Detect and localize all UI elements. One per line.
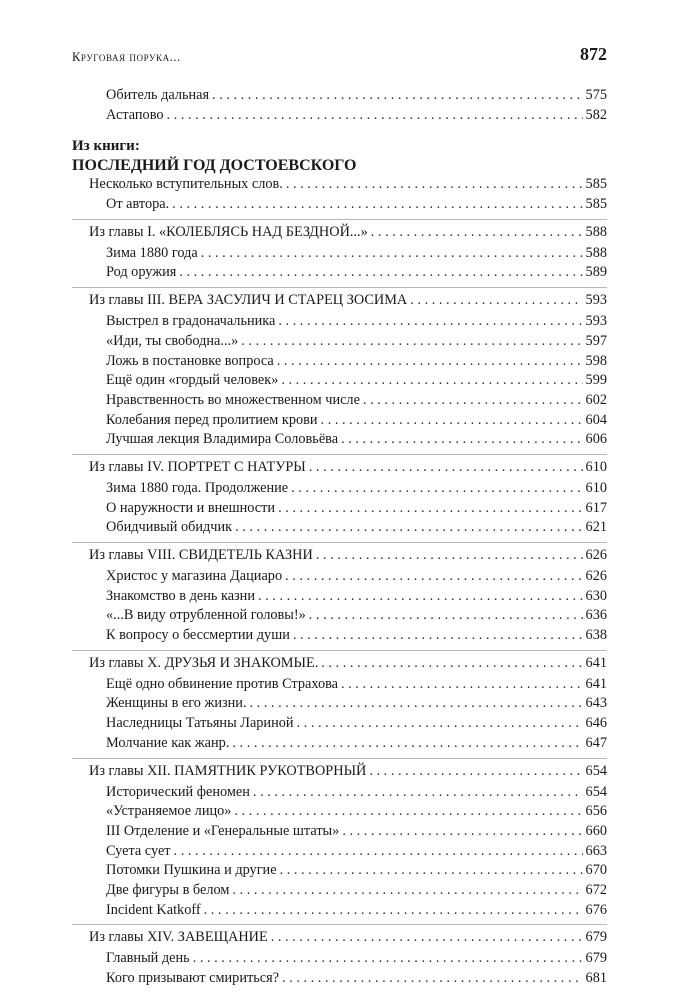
toc-entry-title: Зима 1880 года. Продолжение (106, 479, 289, 496)
toc-entry[interactable] (72, 371, 607, 391)
toc-entry-title: О наружности и внешности (106, 499, 276, 516)
toc-entry-title: Две фигуры в белом (106, 881, 230, 898)
toc-chapter-page: 626 (585, 547, 607, 563)
toc-entry-title: Ещё одно обвинение против Страхова (106, 675, 338, 692)
toc-entry-title: Обидчивый обидчик (106, 519, 233, 536)
toc-entry[interactable] (72, 430, 607, 450)
toc-entry-title: Суета сует (106, 842, 171, 859)
toc-entry-title: Зима 1880 года (106, 244, 198, 261)
toc-chapter-title: Из главы X. ДРУЗЬЯ И ЗНАКОМЫЕ. (89, 654, 319, 671)
dot-leader (253, 783, 583, 803)
toc-entry-page: 602 (585, 391, 607, 408)
dot-leader (341, 430, 582, 450)
dot-leader (174, 842, 583, 862)
toc-entry-title: Кого призывают смириться? (106, 970, 280, 986)
toc-entry-title: Женщины в его жизни. (106, 695, 247, 712)
toc-entry-title: Астапово (106, 106, 164, 123)
toc-chapter-title: Из главы XII. ПАМЯТНИК РУКОТВОРНЫЙ (89, 762, 367, 779)
dot-leader (193, 949, 583, 969)
dot-leader (281, 371, 582, 391)
toc-entry-page: 610 (585, 479, 607, 496)
toc-entry-title: Наследницы Татьяны Лариной (106, 715, 294, 732)
dot-leader (250, 694, 583, 714)
toc-entry-page: 681 (585, 970, 607, 986)
toc-entry-page: 636 (585, 607, 607, 624)
toc-entry-page: 660 (585, 822, 607, 839)
toc-entry-page: 646 (585, 715, 607, 732)
toc-chapter-page: 654 (585, 762, 607, 779)
toc-entry[interactable] (72, 391, 607, 411)
toc-entry-title: Нравственность во множественном числе (106, 391, 360, 408)
dot-leader (167, 106, 583, 126)
toc-entry[interactable] (72, 949, 607, 969)
toc-entry-page: 588 (585, 244, 607, 261)
toc-entry-page: 626 (585, 568, 607, 584)
toc-entry-title: Род оружия (106, 264, 177, 281)
toc-entry-title: Лучшая лекция Владимира Соловьёва (106, 431, 339, 448)
dot-leader (172, 195, 582, 215)
toc-entry[interactable] (72, 175, 607, 195)
toc-entry-title: Ложь в постановке вопроса (106, 352, 274, 369)
toc-entry-page: 599 (585, 372, 607, 389)
toc-entry-title: Знакомство в день казни (106, 587, 255, 604)
toc-chapter-title: Из главы XIV. ЗАВЕЩАНИЕ (89, 929, 268, 946)
dot-leader (321, 651, 582, 675)
toc-chapter-entry[interactable] (72, 758, 607, 783)
dot-leader (321, 411, 583, 431)
toc-chapter-title: Из главы III. ВЕРА ЗАСУЛИЧ И СТАРЕЦ ЗОСИМА (89, 292, 408, 309)
toc-chapter-entry[interactable] (72, 219, 607, 244)
toc-entry[interactable] (72, 352, 607, 372)
toc-entry-page: 621 (585, 519, 607, 536)
toc-entry[interactable] (72, 499, 607, 519)
dot-leader (363, 391, 583, 411)
dot-leader (280, 861, 583, 881)
toc-entry-page: 585 (585, 176, 607, 193)
chapter-sections (72, 219, 607, 989)
toc-entry-title: Исторический феномен (106, 783, 250, 800)
dot-leader (293, 626, 583, 646)
toc-entry-title: Главный день (106, 950, 190, 967)
toc-entry-page: 606 (585, 431, 607, 448)
toc-entry[interactable] (72, 106, 607, 126)
dot-leader (204, 901, 583, 921)
dot-leader (241, 332, 582, 352)
toc-chapter-entry[interactable] (72, 454, 607, 479)
toc-entry[interactable] (72, 244, 607, 264)
toc-entry-title: «...В виду отрубленной головы!» (106, 607, 306, 624)
toc-entry-page: 647 (585, 734, 607, 751)
toc-entry-page: 676 (585, 901, 607, 918)
dot-leader (258, 587, 583, 607)
toc-entry-page: 656 (585, 803, 607, 820)
toc-chapter-page: 588 (585, 223, 607, 240)
toc-entry[interactable] (72, 263, 607, 283)
dot-leader (286, 175, 583, 195)
toc-entry[interactable] (72, 901, 607, 921)
page-number: 872 (580, 44, 607, 64)
toc-entry-title: Несколько вступительных слов. (89, 176, 283, 193)
dot-leader (235, 518, 582, 538)
toc-chapter-entry[interactable] (72, 542, 607, 567)
toc-entry-title: Ещё один «гордый человек» (106, 372, 279, 389)
book-label: Из книги: (72, 138, 140, 155)
toc-entry-title: «Иди, ты свободна...» (106, 332, 239, 349)
toc-entry-page: 641 (585, 675, 607, 692)
toc-entry[interactable] (72, 86, 607, 106)
toc-chapter-page: 593 (585, 292, 607, 309)
toc-entry[interactable] (72, 332, 607, 352)
toc-chapter-page: 610 (585, 458, 607, 475)
toc-chapter-entry[interactable] (72, 924, 607, 949)
toc-entry-title: Выстрел в градоначальника (106, 313, 276, 330)
dot-leader (342, 822, 582, 842)
toc-chapter-title: Из главы I. «КОЛЕБЛЯСЬ НАД БЕЗДНОЙ...» (89, 223, 368, 240)
toc-entry-page: 672 (585, 881, 607, 898)
toc-entry[interactable] (72, 822, 607, 842)
toc-entry-page: 589 (585, 264, 607, 281)
toc-entry[interactable] (72, 881, 607, 901)
dot-leader (297, 714, 583, 734)
toc-chapter-title: Из главы VIII. СВИДЕТЕЛЬ КАЗНИ (89, 547, 313, 563)
toc-entry[interactable] (72, 783, 607, 803)
toc-entry[interactable] (72, 195, 607, 215)
toc-entry[interactable] (72, 479, 607, 499)
toc-chapter-page: 679 (585, 929, 607, 946)
toc-entry-title: Христос у магазина Дациаро (106, 568, 283, 584)
toc-entry[interactable] (72, 312, 607, 332)
running-title: Круговая порука... (72, 50, 181, 64)
toc-entry-page: 575 (585, 87, 607, 103)
toc-entry-title: Обитель дальная (106, 87, 210, 103)
dot-leader (277, 352, 583, 372)
toc-entry-page: 643 (585, 695, 607, 712)
toc-entry-title: Incident Katkoff (106, 901, 201, 918)
toc-entry-title: Молчание как жанр. (106, 734, 230, 751)
toc-entry-title: Потомки Пушкина и другие (106, 862, 277, 879)
toc-entry-page: 617 (585, 499, 607, 516)
toc-entry[interactable] (72, 861, 607, 881)
dot-leader (341, 675, 583, 695)
toc-entry[interactable] (72, 734, 607, 754)
dot-leader (201, 244, 583, 264)
toc-entry-page: 585 (585, 196, 607, 213)
dot-leader (369, 759, 582, 783)
toc-entry-title: От автора. (106, 196, 170, 213)
toc-chapter-title: Из главы IV. ПОРТРЕТ С НАТУРЫ (89, 458, 306, 475)
toc-entry-page: 582 (585, 106, 607, 123)
dot-leader (316, 543, 583, 567)
toc-entry[interactable] (72, 675, 607, 695)
toc-entry[interactable] (72, 411, 607, 431)
dot-leader (309, 455, 583, 479)
toc-chapter-page: 641 (585, 654, 607, 671)
dot-leader (271, 925, 583, 949)
toc-entry-page: 638 (585, 627, 607, 644)
dot-leader (291, 479, 582, 499)
dot-leader (232, 734, 582, 754)
toc-entry-page: 597 (585, 332, 607, 349)
toc-entry-title: К вопросу о бессмертии души (106, 627, 290, 644)
dot-leader (309, 606, 583, 626)
toc-entry[interactable] (72, 694, 607, 714)
toc-entry[interactable] (72, 587, 607, 607)
toc-entry-page: 604 (585, 411, 607, 428)
toc-chapter-entry[interactable] (72, 287, 607, 312)
dot-leader (278, 312, 582, 332)
dot-leader (410, 288, 582, 312)
dot-leader (278, 499, 582, 519)
toc-entry-title: «Устраняемое лицо» (106, 803, 232, 820)
toc-entry-page: 679 (585, 950, 607, 967)
dot-leader (212, 86, 583, 106)
toc-entry-title: Колебания перед пролитием крови (106, 411, 318, 428)
toc-entry-page: 670 (585, 862, 607, 879)
toc-chapter-entry[interactable] (72, 650, 607, 675)
toc-entry-page: 593 (585, 313, 607, 330)
toc-entry[interactable] (72, 714, 607, 734)
dot-leader (371, 220, 583, 244)
toc-entry[interactable] (72, 567, 607, 587)
toc-entry-page: 654 (585, 783, 607, 800)
dot-leader (232, 881, 582, 901)
toc-entry-page: 598 (585, 352, 607, 369)
toc-entry-page: 630 (585, 587, 607, 604)
dot-leader (282, 969, 583, 989)
toc-entry[interactable] (72, 518, 607, 538)
book-title: ПОСЛЕДНИЙ ГОД ДОСТОЕВСКОГО (72, 157, 357, 175)
table-of-contents (72, 86, 607, 989)
toc-entry[interactable] (72, 802, 607, 822)
toc-entry[interactable] (72, 606, 607, 626)
dot-leader (179, 263, 582, 283)
dot-leader (285, 567, 582, 587)
toc-entry-title: III Отделение и «Генеральные штаты» (106, 822, 340, 839)
toc-entry[interactable] (72, 842, 607, 862)
dot-leader (234, 802, 582, 822)
toc-entry[interactable] (72, 626, 607, 646)
toc-entry-page: 663 (585, 842, 607, 859)
toc-entry[interactable] (72, 969, 607, 989)
